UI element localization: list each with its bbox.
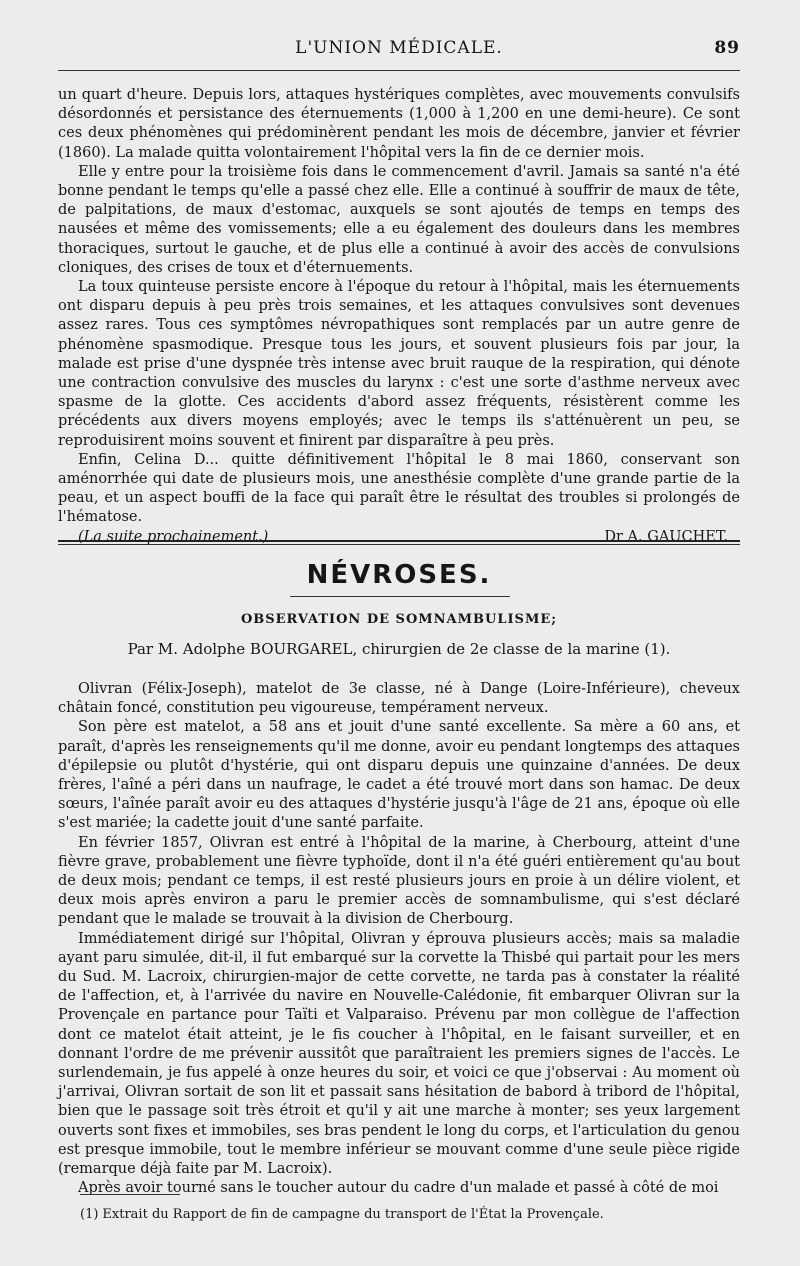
- footnote-text: Extrait du Rapport de fin de campagne du transport de l'État la Provençale.: [102, 1207, 604, 1222]
- author-byline: Par M. Adolphe BOURGAREL, chirurgien de 2e classe de la marine (1).: [127, 640, 671, 658]
- heading-rule: [290, 596, 510, 597]
- section-divider: [58, 540, 740, 542]
- section-heading: NÉVROSES.: [306, 560, 492, 590]
- paragraph: Immédiatement dirigé sur l'hôpital, Olivran y éprouva plusieurs accès; mais sa maladie ayant paru simulée, dit-il, il fut embarqué sur la corvette la Thisbé qui partait pour les mers du Sud. M. Lacroix, chirurgien-major de cette corvette, ne tarda pas à constater la réalité de l'affection, et, à l'arrivée du navire en Nouvelle-Calédonie, fit embarquer Olivran sur la Provençale en partance pour Taïti et Valparaiso. Prévenu par mon collègue de l'affection dont ce matelot était atteint, je le fis coucher à l'hôpital, en le faisant surveiller, et en donnant l'ordre de me prévenir aussitôt que paraîtraient les premiers signes de l'accès. Le surlendemain, je fus appelé à onze heures du soir, et voici ce que j'observai : Au moment où j'arrivai, Olivran sortait de son lit et passait sans hésitation de babord à tribord de l'hôpital, bien que le passage soit très étroit et qu'il y ait une marche à monter; ses yeux largement ouverts sont fixes et immobiles, ses bras pendent le long du corps, et l'articulation du genou est presque immobile, tout le membre inférieur se mouvant comme d'une seule pièce rigide (remarque déjà faite par M. Lacroix).: [58, 930, 740, 1178]
- paragraph: La toux quinteuse persiste encore à l'époque du retour à l'hôpital, mais les éternuements ont disparu depuis à peu près trois semaines, et les attaques convulsives sont devenues assez rares. Tous ces symptômes névropathiques sont remplacés par un autre genre de phénomène spasmodique. Presque tous les jours, et souvent plusieurs fois par jour, la malade est prise d'une dyspnée très intense avec bruit rauque de la respiration, qui dénote une contraction convulsive des muscles du larynx : c'est une sorte d'asthme nerveux avec spasme de la glotte. Ces accidents d'abord assez fréquents, résistèrent comme les précédents aux divers moyens employés; avec le temps ils s'atténuèrent un peu, se reproduisirent moins souvent et finirent par disparaître à peu près.: [58, 279, 740, 449]
- running-header: [58, 38, 740, 62]
- footnote-mark: (1): [80, 1207, 99, 1222]
- author-signature: Dr A. GAUCHET.: [604, 528, 728, 545]
- paragraph: Son père est matelot, a 58 ans et jouit d'une santé excellente. Sa mère a 60 ans, et paraît, d'après les renseignements qu'il me donne, avoir eu pendant longtemps des attaques d'épilepsie ou plutôt d'hystérie, qui ont disparu depuis une quinzaine d'années. De deux frères, l'aîné a péri dans un naufrage, le cadet a été trouvé mort dans son hamac. De deux sœurs, l'aînée paraît avoir eu des attaques d'hystérie jusqu'à l'âge de 21 ans, époque où elle s'est mariée; la cadette jouit d'une santé parfaite.: [58, 719, 740, 832]
- footnote: [80, 1206, 740, 1224]
- header-rule: [58, 70, 740, 71]
- paragraph: Olivran (Félix-Joseph), matelot de 3e classe, né à Dange (Loire-Inférieure), cheveux châtain foncé, constitution peu vigoureuse, tempérament nerveux.: [58, 681, 740, 717]
- paragraph: Elle y entre pour la troisième fois dans le commencement d'avril. Jamais sa santé n'a été bonne pendant le temps qu'elle a passé chez elle. Elle a continué à souffrir de maux de tête, de palpitations, de maux d'estomac, auxquels se sont ajoutés de temps en temps des nausées et même des vomissements; elle a eu également des douleurs dans les membres thoraciques, surtout le gauche, et de plus elle a continué à avoir des accès de convulsions cloniques, des crises de toux et d'éternuements.: [58, 163, 740, 276]
- suite-note: (La suite prochainement.): [78, 528, 269, 545]
- section-divider-thin: [58, 544, 740, 545]
- article-title: OBSERVATION DE SOMNAMBULISME;: [240, 612, 558, 627]
- paragraph: Après avoir tourné sans le toucher autour du cadre d'un malade et passé à côté de moi: [78, 1180, 719, 1197]
- paragraph: un quart d'heure. Depuis lors, attaques hystériques complètes, avec mouvements convulsifs désordonnés et persistance des éternuements (1,000 à 1,200 en une demi-heure). Ce sont ces deux phénomènes qui prédominèrent pendant les mois de décembre, janvier et février (1860). La malade quitta volontairement l'hôpital vers la fin de ce dernier mois.: [58, 87, 740, 161]
- journal-title: L'UNION MÉDICALE.: [295, 38, 503, 58]
- paragraph: En février 1857, Olivran est entré à l'hôpital de la marine, à Cherbourg, atteint d'une fièvre grave, probablement une fièvre typhoïde, dont il n'a été guéri entièrement qu'au bout de deux mois; pendant ce temps, il est resté plusieurs jours en proie à un délire violent, et deux mois après environ a paru le premier accès de somnambulisme, qui s'est déclaré pendant que le malade se trouvait à la division de Cherbourg.: [58, 834, 740, 928]
- paragraph: Enfin, Celina D... quitte définitivement l'hôpital le 8 mai 1860, conservant son aménorrhée qui date de plusieurs mois, une anesthésie complète d'une grande partie de la peau, et un aspect bouffi de la face qui paraît être le résultat des troubles si prolongés de l'hématose.: [58, 451, 740, 526]
- footnote-rule: [80, 1194, 180, 1195]
- article-body: [58, 680, 740, 1198]
- previous-article-text: [58, 86, 740, 547]
- page-number: 89: [714, 38, 740, 58]
